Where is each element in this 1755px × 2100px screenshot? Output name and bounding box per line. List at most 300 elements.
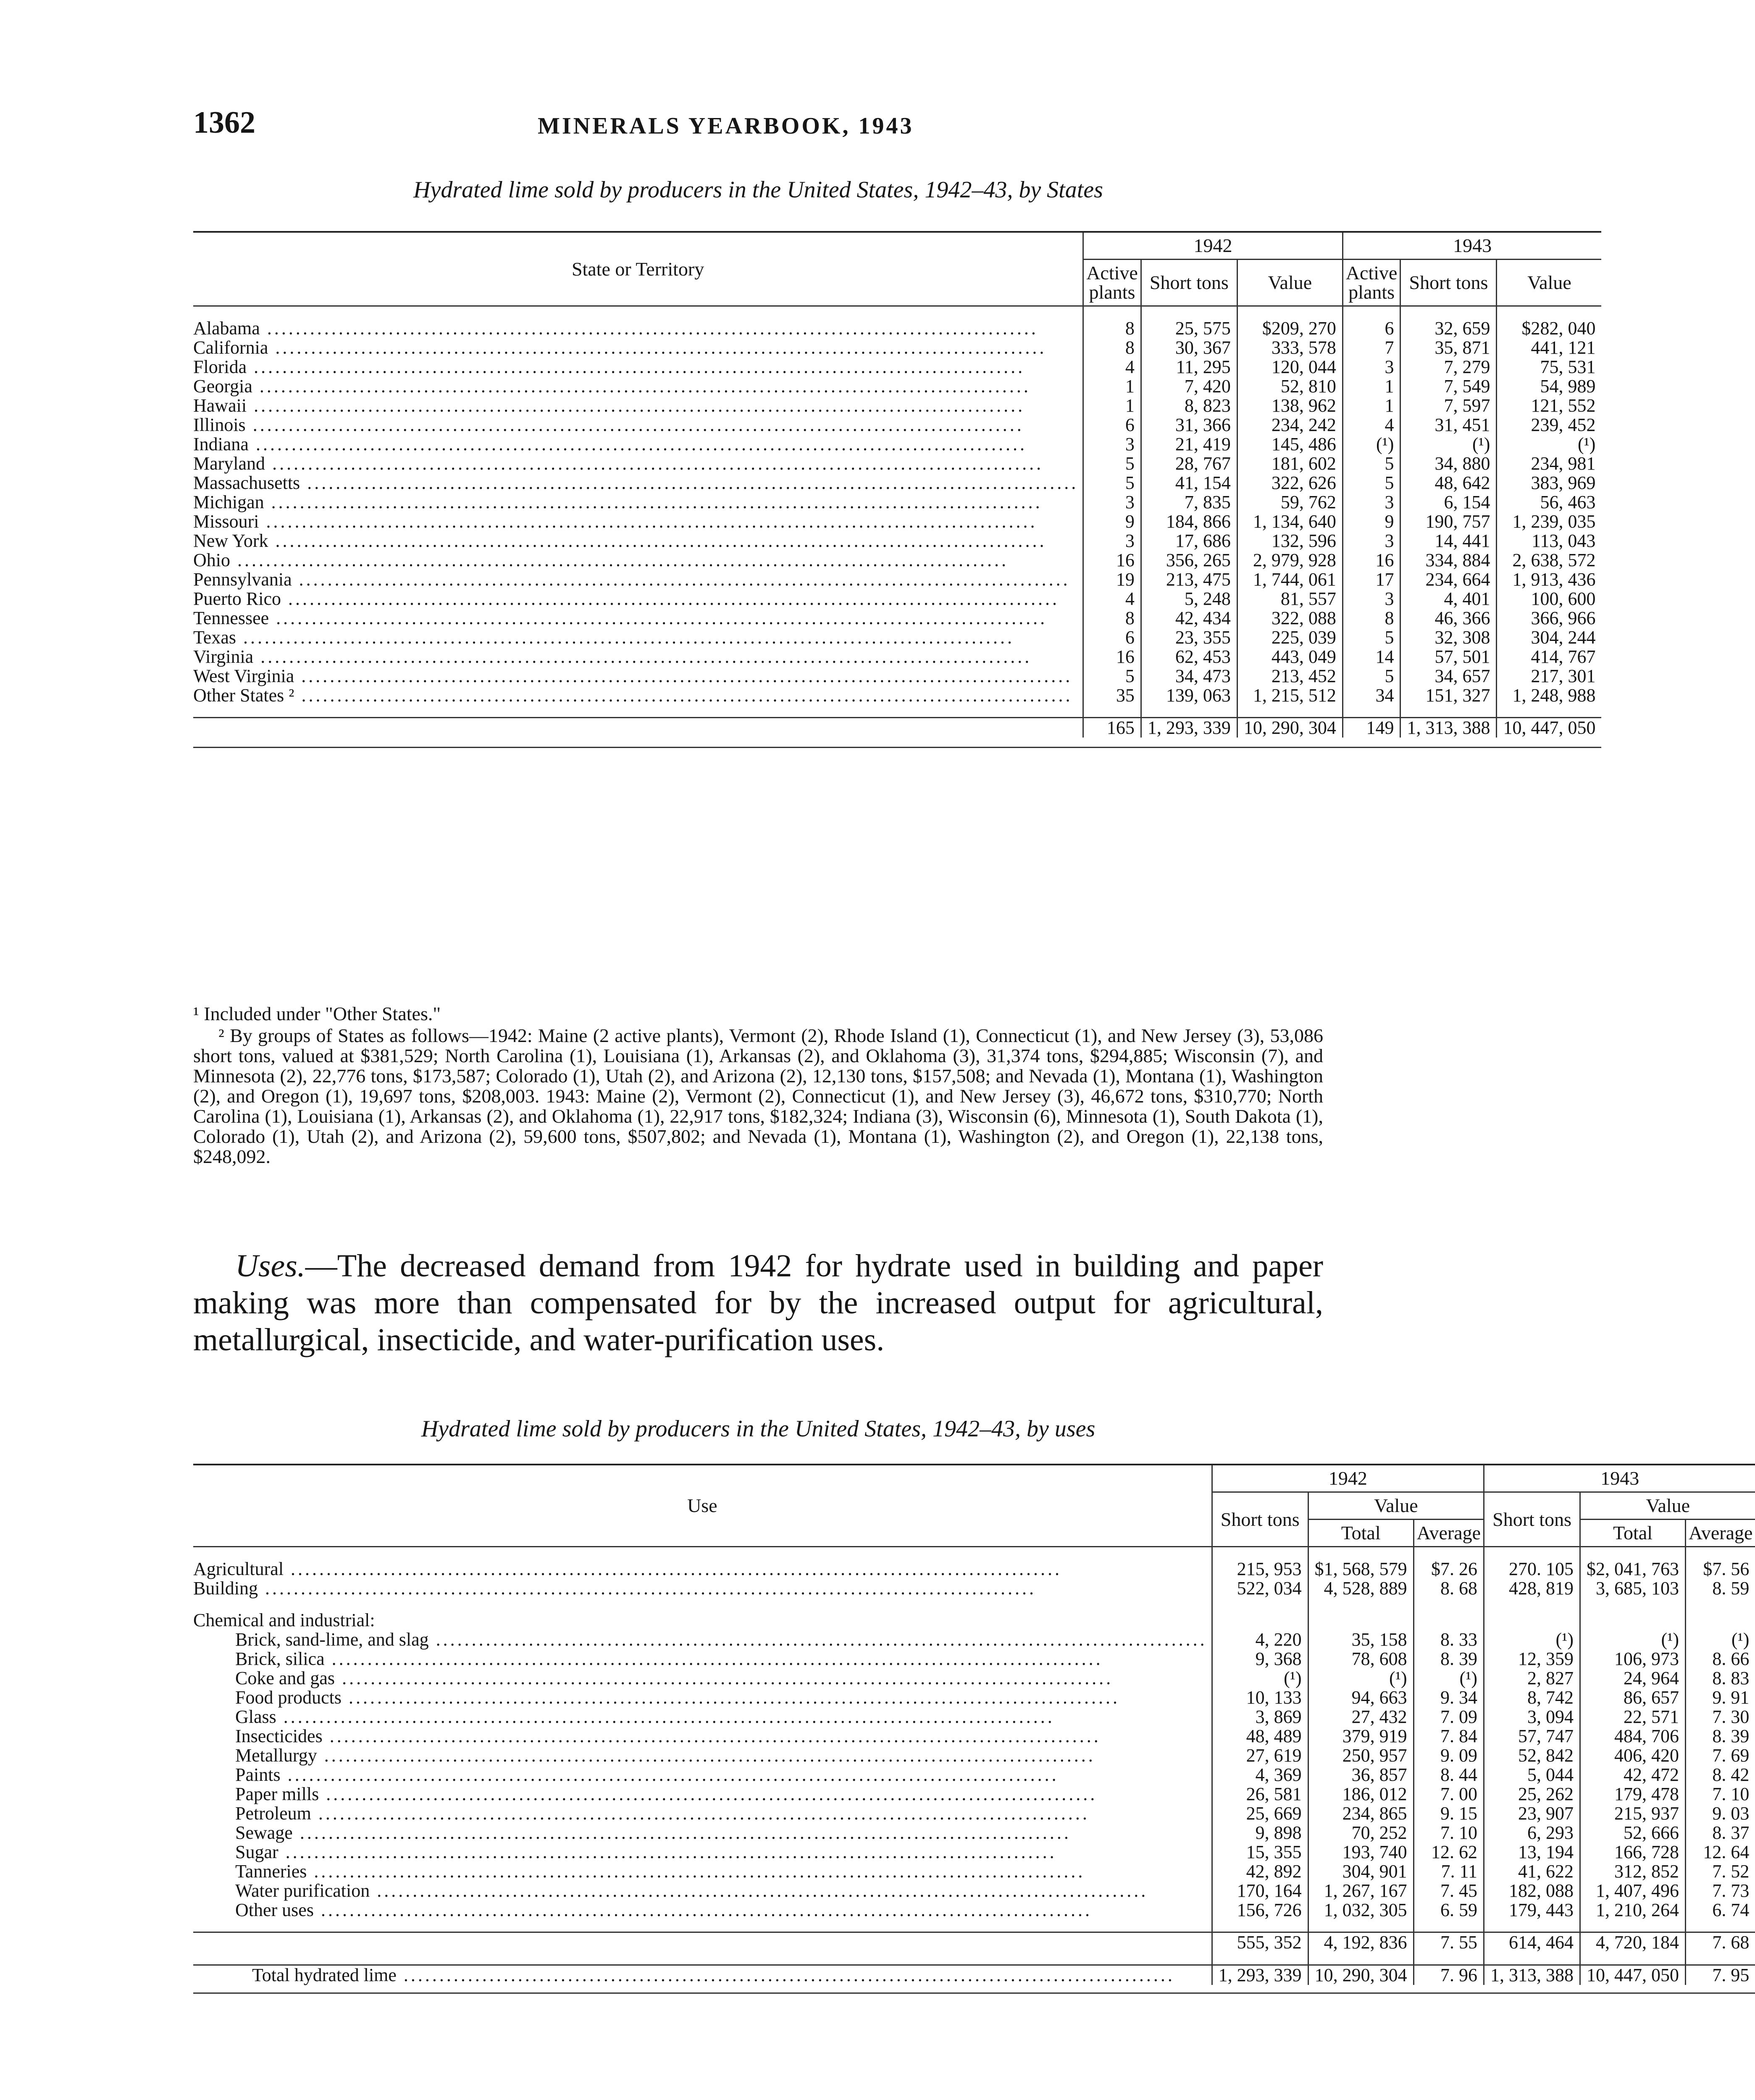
active-plants-1943: 5 [1343,667,1400,686]
short-tons-1943: 7, 549 [1400,377,1497,396]
active-plants-1942: 35 [1083,686,1141,705]
total-value-1943: 1, 210, 264 [1580,1900,1686,1920]
use-column-header: Use [193,1465,1212,1547]
use-name: Paints [235,1764,281,1785]
subtotal-row [193,1932,1755,1953]
value-header: Value [1237,260,1343,306]
state-row [193,686,1601,705]
active-plants-header: Active plants [1343,260,1400,306]
active-plants-1943: 34 [1343,686,1400,705]
total-value-1942: 379, 919 [1308,1727,1413,1746]
short-tons-1943: 35, 871 [1400,338,1497,357]
total-cell: 165 [1083,718,1141,738]
state-row [193,473,1601,493]
total-value-1942: 4, 528, 889 [1308,1579,1413,1598]
average-value-1942: 7. 84 [1413,1727,1484,1746]
average-value-1943: 9. 91 [1686,1688,1755,1707]
value-1942: 443, 049 [1237,647,1343,667]
total-value-1943: 166, 728 [1580,1843,1686,1862]
short-tons-1942: 184, 866 [1141,512,1237,531]
value-1943: 121, 552 [1497,396,1602,415]
average-value-1942: 7. 45 [1413,1881,1484,1900]
state-name: Texas [193,627,236,648]
average-value-1943: 9. 03 [1686,1804,1755,1823]
value-1942: 213, 452 [1237,667,1343,686]
use-row [193,1804,1755,1823]
short-tons-1942: 5, 248 [1141,589,1237,609]
use-row [193,1746,1755,1765]
use-name: Water purification [235,1880,370,1901]
state-row [193,454,1601,473]
total-cell: 1, 293, 339 [1212,1965,1308,1985]
short-tons-1942: 170, 164 [1212,1881,1308,1900]
average-value-1943: 7. 10 [1686,1785,1755,1804]
average-value-1942: 7. 11 [1413,1862,1484,1881]
short-tons-1943: 334, 884 [1400,551,1497,570]
value-1943: 1, 239, 035 [1497,512,1602,531]
table1-body [193,306,1601,705]
value-1943: 234, 981 [1497,454,1602,473]
short-tons-1943: 3, 094 [1484,1707,1580,1727]
state-name: California [193,337,268,358]
use-name: Building [193,1578,258,1599]
use-row [193,1669,1755,1688]
short-tons-1943: 182, 088 [1484,1881,1580,1900]
value-1942: 2, 979, 928 [1237,551,1343,570]
average-value-1942: 7. 09 [1413,1707,1484,1727]
short-tons-1942: 9, 898 [1212,1823,1308,1843]
value-1943: 383, 969 [1497,473,1602,493]
active-plants-1942: 6 [1083,415,1141,435]
active-plants-1943: 6 [1343,319,1400,338]
short-tons-1942: 9, 368 [1212,1649,1308,1669]
active-plants-1943: 3 [1343,531,1400,551]
state-name: Ohio [193,549,230,570]
average-value-1943: 7. 73 [1686,1881,1755,1900]
average-value-1943: 8. 37 [1686,1823,1755,1843]
active-plants-1942: 16 [1083,647,1141,667]
average-value-1942: 7. 00 [1413,1785,1484,1804]
use-name: Brick, silica [235,1648,325,1669]
short-tons-1943: 2, 827 [1484,1669,1580,1688]
average-value-1943: 7. 30 [1686,1707,1755,1727]
short-tons-1943: (¹) [1484,1630,1580,1649]
average-value-1942: (¹) [1413,1669,1484,1688]
table2-body [193,1547,1755,1993]
value-1942: 52, 810 [1237,377,1343,396]
short-tons-1943: 32, 308 [1400,628,1497,647]
average-value-1942: 12. 62 [1413,1843,1484,1862]
short-tons-1942: 31, 366 [1141,415,1237,435]
active-plants-1942: 5 [1083,454,1141,473]
total-value-1943: 42, 472 [1580,1765,1686,1785]
active-plants-1943: 9 [1343,512,1400,531]
use-row [193,1843,1755,1862]
subtotal-cell: 4, 720, 184 [1580,1932,1686,1953]
state-name: Virginia [193,646,254,667]
short-tons-1942: (¹) [1212,1669,1308,1688]
value-1943: 1, 248, 988 [1497,686,1602,705]
average-value-header: Average [1413,1520,1484,1547]
short-tons-1943: 6, 154 [1400,493,1497,512]
average-value-1942: 8. 39 [1413,1649,1484,1669]
total-value-1942: 1, 032, 305 [1308,1900,1413,1920]
short-tons-1942: 8, 823 [1141,396,1237,415]
short-tons-1943: 8, 742 [1484,1688,1580,1707]
table-by-states [193,231,1601,748]
category-heading: Chemical and industrial: [193,1609,375,1630]
short-tons-1942: 139, 063 [1141,686,1237,705]
year-1943-header: 1943 [1484,1465,1755,1492]
state-row [193,415,1601,435]
short-tons-1942: 42, 892 [1212,1862,1308,1881]
state-name: Maryland [193,453,265,474]
total-value-1943: 24, 964 [1580,1669,1686,1688]
total-value-1943: 312, 852 [1580,1862,1686,1881]
state-row [193,357,1601,377]
state-row [193,647,1601,667]
table1-footnotes [193,1004,1323,1168]
state-row [193,396,1601,415]
use-row [193,1823,1755,1843]
value-1943: 304, 244 [1497,628,1602,647]
average-value-1942: 9. 09 [1413,1746,1484,1765]
short-tons-1942: 213, 475 [1141,570,1237,589]
use-row [193,1649,1755,1669]
total-cell: 7. 95 [1686,1965,1755,1985]
use-name: Paper mills [235,1783,319,1804]
value-1942: 1, 215, 512 [1237,686,1343,705]
use-name: Other uses [235,1899,314,1920]
state-name: Illinois [193,414,246,435]
short-tons-1942: 48, 489 [1212,1727,1308,1746]
total-cell: 10, 447, 050 [1497,718,1602,738]
page [193,105,1753,1985]
value-1942: 322, 626 [1237,473,1343,493]
short-tons-1943: 57, 501 [1400,647,1497,667]
state-name: Hawaii [193,395,247,416]
table-by-uses [193,1464,1755,1994]
uses-body: —The decreased demand from 1942 for hydrate used in building and paper making was more than compensated for by the increased output for agricultural, metallurgical, insecticide, and water-purification uses. [193,1248,1323,1357]
state-row [193,551,1601,570]
average-value-1943: 12. 64 [1686,1843,1755,1862]
short-tons-1942: 7, 835 [1141,493,1237,512]
state-row [193,531,1601,551]
total-value-1943: 3, 685, 103 [1580,1579,1686,1598]
active-plants-1943: (¹) [1343,435,1400,454]
short-tons-header: Short tons [1212,1492,1308,1547]
page-number: 1362 [193,105,255,140]
active-plants-1943: 1 [1343,377,1400,396]
use-name: Metallurgy [235,1745,317,1766]
short-tons-1943: 34, 880 [1400,454,1497,473]
value-1943: 1, 913, 436 [1497,570,1602,589]
subtotal-cell: 7. 55 [1413,1932,1484,1953]
use-row [193,1559,1755,1579]
short-tons-1942: 356, 265 [1141,551,1237,570]
average-value-1942: 8. 44 [1413,1765,1484,1785]
state-name: Pennsylvania [193,569,292,590]
short-tons-1943: 12, 359 [1484,1649,1580,1669]
short-tons-1942: 62, 453 [1141,647,1237,667]
state-name: West Virginia [193,665,294,686]
active-plants-1943: 5 [1343,628,1400,647]
value-1943: 100, 600 [1497,589,1602,609]
short-tons-1942: 25, 575 [1141,319,1237,338]
total-cell: 10, 290, 304 [1308,1965,1413,1985]
state-name: Missouri [193,511,259,532]
use-name: Sewage [235,1822,293,1843]
state-row [193,319,1601,338]
uses-lead: Uses. [235,1248,305,1284]
category-row [193,1611,1755,1630]
total-value-1943: 179, 478 [1580,1785,1686,1804]
value-1942: 138, 962 [1237,396,1343,415]
total-cell: 1, 293, 339 [1141,718,1237,738]
short-tons-1942: 26, 581 [1212,1785,1308,1804]
state-row [193,377,1601,396]
value-1943: $282, 040 [1497,319,1602,338]
total-row [193,718,1601,738]
total-value-1942: 36, 857 [1308,1765,1413,1785]
total-value-1942: 1, 267, 167 [1308,1881,1413,1900]
short-tons-1943: 151, 327 [1400,686,1497,705]
total-value-1943: $2, 041, 763 [1580,1559,1686,1579]
short-tons-1942: 10, 133 [1212,1688,1308,1707]
use-row [193,1727,1755,1746]
short-tons-1942: 17, 686 [1141,531,1237,551]
total-value-1943: 215, 937 [1580,1804,1686,1823]
total-value-1943: 406, 420 [1580,1746,1686,1765]
use-name: Tanneries [235,1861,307,1882]
total-value-1942: 35, 158 [1308,1630,1413,1649]
total-cell: 149 [1343,718,1400,738]
average-value-1943: 8. 83 [1686,1669,1755,1688]
total-cell: 10, 447, 050 [1580,1965,1686,1985]
value-1943: (¹) [1497,435,1602,454]
short-tons-1943: 234, 664 [1400,570,1497,589]
average-value-1943: 8. 39 [1686,1727,1755,1746]
active-plants-1943: 5 [1343,473,1400,493]
state-row [193,493,1601,512]
year-1943-header: 1943 [1343,232,1601,260]
active-plants-1942: 6 [1083,628,1141,647]
active-plants-1942: 8 [1083,338,1141,357]
state-name: Florida [193,356,247,377]
subtotal-cell: 614, 464 [1484,1932,1580,1953]
state-name: Tennessee [193,607,269,628]
active-plants-1942: 4 [1083,357,1141,377]
value-1943: 75, 531 [1497,357,1602,377]
active-plants-1943: 17 [1343,570,1400,589]
total-value-1942: 94, 663 [1308,1688,1413,1707]
average-value-1942: 8. 68 [1413,1579,1484,1598]
short-tons-1942: 3, 869 [1212,1707,1308,1727]
total-cell: 1, 313, 388 [1400,718,1497,738]
value-1942: 1, 744, 061 [1237,570,1343,589]
total-cell: 1, 313, 388 [1484,1965,1580,1985]
average-value-1942: 8. 33 [1413,1630,1484,1649]
state-row [193,338,1601,357]
state-row [193,512,1601,531]
short-tons-1943: 48, 642 [1400,473,1497,493]
short-tons-1942: 7, 420 [1141,377,1237,396]
state-name: Alabama [193,318,260,339]
short-tons-1942: 15, 355 [1212,1843,1308,1862]
table1-title: Hydrated lime sold by producers in the United States, 1942–43, by States [413,177,1103,203]
total-value-1942: 70, 252 [1308,1823,1413,1843]
use-row [193,1630,1755,1649]
value-header: Value [1497,260,1602,306]
active-plants-1943: 3 [1343,493,1400,512]
value-1942: 132, 596 [1237,531,1343,551]
value-1943: 113, 043 [1497,531,1602,551]
use-name: Sugar [235,1841,278,1862]
active-plants-1942: 19 [1083,570,1141,589]
short-tons-1943: 46, 366 [1400,609,1497,628]
year-1942-header: 1942 [1212,1465,1484,1492]
short-tons-1943: 57, 747 [1484,1727,1580,1746]
state-column-header: State or Territory [193,232,1083,306]
average-value-1943: 8. 59 [1686,1579,1755,1598]
average-value-1943: 8. 42 [1686,1765,1755,1785]
table2-title: Hydrated lime sold by producers in the United States, 1942–43, by uses [421,1416,1096,1442]
table1-total [193,705,1601,748]
value-1942: 81, 557 [1237,589,1343,609]
page-header [193,105,1323,151]
short-tons-1942: 4, 369 [1212,1765,1308,1785]
value-1942: 333, 578 [1237,338,1343,357]
use-name: Glass [235,1706,276,1727]
use-row [193,1765,1755,1785]
state-name: Georgia [193,375,252,396]
use-name: Petroleum [235,1803,311,1824]
total-value-1942: 78, 608 [1308,1649,1413,1669]
active-plants-1943: 8 [1343,609,1400,628]
short-tons-1943: 179, 443 [1484,1900,1580,1920]
short-tons-1943: 52, 842 [1484,1746,1580,1765]
short-tons-1942: 215, 953 [1212,1559,1308,1579]
active-plants-1942: 1 [1083,377,1141,396]
running-title: MINERALS YEARBOOK, 1943 [538,113,914,139]
average-value-1943: (¹) [1686,1630,1755,1649]
value-header: Value [1308,1492,1484,1520]
state-row [193,609,1601,628]
short-tons-1942: 4, 220 [1212,1630,1308,1649]
short-tons-1942: 30, 367 [1141,338,1237,357]
short-tons-1943: 34, 657 [1400,667,1497,686]
total-label: Total hydrated lime [252,1964,397,1985]
short-tons-1943: 23, 907 [1484,1804,1580,1823]
average-value-1942: 6. 59 [1413,1900,1484,1920]
active-plants-1942: 9 [1083,512,1141,531]
short-tons-1943: 13, 194 [1484,1843,1580,1862]
active-plants-1943: 7 [1343,338,1400,357]
value-1942: 225, 039 [1237,628,1343,647]
short-tons-1943: 14, 441 [1400,531,1497,551]
total-value-1943: 1, 407, 496 [1580,1881,1686,1900]
short-tons-1942: 156, 726 [1212,1900,1308,1920]
footnote-2: ² By groups of States as follows—1942: Maine (2 active plants), Vermont (2), Rhode Island (1), Connecticut (1), and New Jersey (3), 53,086 short tons, valued at $381,529; North Carolina (1), Louisiana (1), Arkansas (2), and Oklahoma (3), 31,374 tons, $294,885; Wisconsin (7), and Minnesota (2), 22,776 tons, $173,587; Colorado (1), Utah (2), and Arizona (2), 12,130 tons, $157,508; and Nevada (1), Montana (1), Washington (2), and Oregon (1), 19,697 tons, $208,003. 1943: Maine (2), Vermont (2), Connecticut (1), and New Jersey (3), 46,672 tons, $310,770; North Carolina (1), Louisiana (1), Arkansas (2), and Oklahoma (1), 22,917 tons, $182,324; Indiana (3), Wisconsin (6), Minnesota (1), South Dakota (1), Colorado (1), Utah (2), and Arizona (2), 59,600 tons, $507,802; and Nevada (1), Montana (1), Washington (2), and Oregon (1), 22,138 tons, $248,092. [193,1025,1323,1167]
active-plants-1943: 4 [1343,415,1400,435]
total-value-1943: 22, 571 [1580,1707,1686,1727]
total-value-1943: (¹) [1580,1630,1686,1649]
active-plants-header: Active plants [1083,260,1141,306]
value-1942: 1, 134, 640 [1237,512,1343,531]
state-row [193,435,1601,454]
total-value-1942: 250, 957 [1308,1746,1413,1765]
value-1942: 234, 242 [1237,415,1343,435]
total-cell: 10, 290, 304 [1237,718,1343,738]
short-tons-1943: 4, 401 [1400,589,1497,609]
active-plants-1942: 5 [1083,667,1141,686]
state-row [193,570,1601,589]
total-value-header: Total [1308,1520,1413,1547]
short-tons-1942: 11, 295 [1141,357,1237,377]
average-value-1942: 9. 34 [1413,1688,1484,1707]
short-tons-1942: 27, 619 [1212,1746,1308,1765]
short-tons-1942: 42, 434 [1141,609,1237,628]
use-row [193,1862,1755,1881]
total-value-1943: 106, 973 [1580,1649,1686,1669]
value-header: Value [1580,1492,1755,1520]
active-plants-1943: 5 [1343,454,1400,473]
value-1943: 54, 989 [1497,377,1602,396]
value-1942: 181, 602 [1237,454,1343,473]
average-value-1943: 7. 52 [1686,1862,1755,1881]
active-plants-1942: 5 [1083,473,1141,493]
use-row [193,1900,1755,1920]
active-plants-1942: 3 [1083,531,1141,551]
average-value-1943: $7. 56 [1686,1559,1755,1579]
short-tons-1943: 32, 659 [1400,319,1497,338]
average-value-1943: 6. 74 [1686,1900,1755,1920]
use-name: Coke and gas [235,1667,335,1688]
total-value-1942: 304, 901 [1308,1862,1413,1881]
active-plants-1943: 14 [1343,647,1400,667]
value-1943: 414, 767 [1497,647,1602,667]
subtotal-cell: 555, 352 [1212,1932,1308,1953]
average-value-1942: 9. 15 [1413,1804,1484,1823]
total-value-1943: 484, 706 [1580,1727,1686,1746]
state-row [193,628,1601,647]
total-value-1943: 86, 657 [1580,1688,1686,1707]
use-name: Agricultural [193,1558,284,1579]
active-plants-1942: 16 [1083,551,1141,570]
use-name: Food products [235,1687,342,1708]
use-name: Insecticides [235,1725,323,1746]
use-name: Brick, sand-lime, and slag [235,1629,429,1650]
short-tons-1943: 6, 293 [1484,1823,1580,1843]
value-1943: 239, 452 [1497,415,1602,435]
total-row [193,1965,1755,1985]
year-1942-header: 1942 [1083,232,1343,260]
short-tons-1943: 41, 622 [1484,1862,1580,1881]
average-value-1943: 8. 66 [1686,1649,1755,1669]
short-tons-1943: 25, 262 [1484,1785,1580,1804]
short-tons-1943: 5, 044 [1484,1765,1580,1785]
total-value-1942: $1, 568, 579 [1308,1559,1413,1579]
state-row [193,589,1601,609]
state-name: Indiana [193,433,249,454]
total-value-1942: 193, 740 [1308,1843,1413,1862]
short-tons-1943: 428, 819 [1484,1579,1580,1598]
total-value-1942: 234, 865 [1308,1804,1413,1823]
short-tons-1942: 21, 419 [1141,435,1237,454]
use-row [193,1688,1755,1707]
short-tons-header: Short tons [1141,260,1237,306]
total-value-1942: 186, 012 [1308,1785,1413,1804]
